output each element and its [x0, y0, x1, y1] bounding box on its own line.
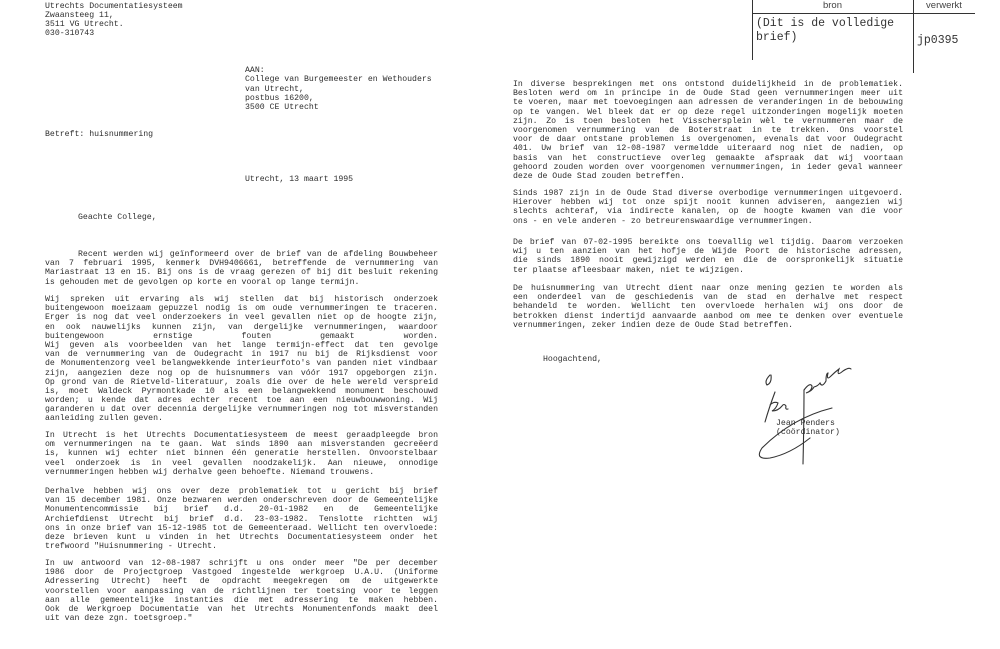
paragraph-line: ons - en vele anderen - zo betreurenswaardige vernummeringen.: [513, 216, 813, 226]
paragraph-line: ons in onze brief van 15-12-1985 tot de Gemeenteraad. Wellicht ten overvloede:: [45, 523, 438, 533]
paragraph-line: De huisnummering van Utrecht dient naar onze mening gezien te worden als: [513, 284, 903, 293]
paragraph-line: worden; u kende dat adres echter recent toe aan een nieuwbouwwoning. Wij: [45, 396, 438, 406]
paragraph-line: Erger is nog dat veel onderzoekers in veel gevallen niet op de hoogte zijn,: [45, 313, 438, 323]
paragraph-line: garanderen u dat over decennia dergelijke vernummeringen nog tot misverstanden: [45, 405, 438, 415]
processed-header: verwerkt: [926, 0, 962, 11]
paragraph-line: van de vernummering van de Oudegracht in 1917 nu bij de Rijksdienst voor: [45, 350, 438, 360]
recipient-line: postbus 16200,: [245, 93, 314, 103]
paragraph-line: 1986 door de Projectgroep Vastgoed ingestelde werkgroep U.A.U. (Uniforme: [45, 568, 438, 578]
paragraph-line: Derhalve hebben wij ons over deze problematiek tot u gericht bij brief: [45, 487, 438, 496]
paragraph-line: de Monumentenzorg veel belangwekkende interieurfoto's van panden niet vindbaar: [45, 359, 438, 369]
paragraph-line: wij u ten aanzien van het hofje de Wijde Poort de historische adressen,: [513, 247, 903, 257]
paragraph-line: een onderdeel van de geschiedenis van de stad en derhalve met respect: [513, 293, 903, 303]
body-paragraph: [513, 284, 903, 330]
source-note-line: (Dit is de volledige: [756, 17, 895, 30]
paragraph-line: Monumentencommissie bij brief d.d. 20-01-1982 en de Gemeentelijke: [45, 505, 438, 515]
paragraph-line: en ook nauwelijks kunnen zijn, van dergelijke vernummeringen, waardoor: [45, 322, 438, 332]
recipient-label: AAN:: [245, 66, 265, 75]
paragraph-line: zijn, aangezien deze nog op de huisnummers van vóór 1917 opgeborgen zijn.: [45, 368, 438, 378]
paragraph-line: op te vangen. Wel bleek dat er op deze regel uitzonderingen mogelijk moeten: [513, 107, 903, 117]
paragraph-line: zijn. Zo is toen besloten het Visschersplein wèl te vernummeren maar de: [513, 116, 903, 126]
paragraph-line: Wij geven als voorbeelden van het lange termijn-effect dat ten gevolge: [45, 340, 438, 350]
body-paragraph: [513, 80, 903, 181]
recipient-line: van Utrecht,: [245, 84, 304, 94]
signatory-role: (coördinator): [776, 428, 840, 438]
paragraph-line: voorstellen voor aanpassing van de richtlijnen ter toetsing voor te leggen: [45, 586, 438, 596]
paragraph-line: slechts achteraf, via indirecte kanalen, op de hoogte kwamen van die voor: [513, 207, 903, 217]
sender-line: Zwaansteeg 11,: [45, 10, 114, 20]
paragraph-line: van 7 februari 1995, kenmerk DVH9406661, betreffende de vernummering van: [45, 259, 438, 269]
sender-address: [45, 3, 183, 39]
paragraph-line: vernummeringen hebben wij derhalve geen behoefte. Niemand trouwens.: [45, 467, 375, 477]
sender-line: 3511 VG Utrecht.: [45, 19, 124, 29]
paragraph-line: De brief van 07-02-1995 bereikte ons toevallig wel tijdig. Daarom verzoeken: [513, 238, 903, 247]
paragraph-line: In diverse besprekingen met ons ontstond duidelijkheid in de problematiek.: [513, 80, 903, 89]
box-divider: [752, 13, 975, 14]
body-paragraph: [45, 559, 438, 623]
paragraph-line: Adressering Utrecht) heeft de opdracht meegekregen om de uitgewerkte: [45, 577, 438, 587]
subject-line: Betreft: huisnummering: [45, 130, 154, 139]
paragraph-line: 401. Uw brief van 12-08-1987 vermeldde uiteraard nog niet de nadien, op: [513, 144, 903, 154]
source-note: [756, 17, 894, 45]
paragraph-line: deze brieven kunt u vinden in het Utrechts Documentatiesysteem onder het: [45, 532, 438, 542]
body-paragraph: [45, 431, 438, 477]
source-note-line: brief): [756, 31, 798, 44]
paragraph-line: buitengewoon ernstige fouten gemaakt worden.: [45, 331, 438, 341]
paragraph-line: trefwoord "Huisnummering - Utrecht.: [45, 542, 217, 552]
paragraph-line: In Utrecht is het Utrechts Documentatiesysteem de meest geraadpleegde bron: [45, 431, 438, 440]
paragraph-line: basis van het constructieve overleg gemaakte afspraak dat wij voortaan: [513, 153, 903, 163]
paragraph-line: is, moet Waldeck Pyrmontkade 10 als een belangwekkend monument beschouwd: [45, 386, 438, 396]
recipient-line: 3500 CE Utrecht: [245, 103, 319, 113]
letter-date: Utrecht, 13 maart 1995: [245, 175, 354, 184]
paragraph-line: Mariastraat 13 en 15. Bij ons is de vraag gerezen of bij dit besluit rekening: [45, 268, 438, 278]
paragraph-line: van 15 december 1981. Onze bezwaren werden onderschreven door de Gemeentelijke: [45, 496, 438, 506]
paragraph-line: uit van deze zgn. toetsgroep.": [45, 614, 193, 624]
recipient-line: College van Burgemeester en Wethouders: [245, 75, 432, 85]
signatory-name: Jean Penders: [776, 419, 835, 428]
body-paragraph: [45, 250, 438, 287]
paragraph-line: te voeren, maar met toevoegingen aan adressen de veranderingen in de bebouwing: [513, 98, 903, 108]
paragraph-line: Ook de Werkgroep Documentatie van het Utrechts Monumentenfonds maakt deel: [45, 604, 438, 614]
paragraph-line: behandeld te worden. Wellicht ten overvloede herhalen wij ons door de: [513, 302, 903, 312]
paragraph-line: Sinds 1987 zijn in de Oude Stad diverse overbodige vernummeringen uitgevoerd.: [513, 189, 903, 198]
processed-code: jp0395: [917, 34, 959, 47]
paragraph-line: deze de Oude Stad zouden betreffen.: [513, 171, 685, 181]
paragraph-line: veel onderzoek is in veel gevallen noodzakelijk. Aan nieuwe, onnodige: [45, 458, 438, 468]
sender-line: Utrechts Documentatiesysteem: [45, 2, 183, 11]
body-paragraph: [45, 295, 438, 424]
paragraph-line: die sinds 1890 nooit gewijzigd werden en die de oorspronkelijk situatie: [513, 256, 903, 266]
paragraph-line: Recent werden wij geïnformeerd over de brief van de afdeling Bouwbeheer: [78, 250, 438, 259]
paragraph-line: aanleiding zullen geven.: [45, 414, 163, 424]
paragraph-line: is, kunnen wij echter niet binnen één generatie herstellen. Onvoorstelbaar: [45, 449, 438, 459]
paragraph-line: gehoord zouden worden over voorgenomen vernummeringen, in ieder geval wanneer: [513, 162, 903, 172]
paragraph-line: Wij spreken uit ervaring als wij stellen dat bij historisch onderzoek: [45, 295, 438, 304]
closing: Hoogachtend,: [543, 355, 602, 364]
paragraph-line: betrokken dienst indertijd aanvaarde aanbod om mee te denken over eventuele: [513, 311, 903, 321]
paragraph-line: om vernummeringen na te gaan. Wat sinds 1890 aan misverstanden gecreëerd: [45, 440, 438, 450]
paragraph-line: Op grond van de Rietveld-literatuur, zoals die over de hele wereld verspreid: [45, 377, 438, 387]
paragraph-line: ter plaatse afleesbaar maken, niet te wijzigen.: [513, 265, 744, 275]
paragraph-line: voorgenomen vernummering van de Boterstraat in te trekken. Ons voorstel: [513, 125, 903, 135]
paragraph-line: Archiefdienst Utrecht bij brief d.d. 23-03-1982. Tenslotte richtten wij: [45, 514, 438, 524]
paragraph-line: Hierover hebben wij tot onze spijt nooit kunnen adviseren, aangezien wij: [513, 198, 903, 208]
sender-line: 030-310743: [45, 28, 95, 38]
paragraph-line: vernummeringen, zeker indien deze de Oude Stad betreffen.: [513, 320, 794, 330]
body-paragraph: [45, 487, 438, 551]
paragraph-line: In uw antwoord van 12-08-1987 schrijft u ons onder meer "De per december: [45, 559, 438, 568]
paragraph-line: aan alle gemeentelijke instanties die met adressering te maken hebben.: [45, 595, 438, 605]
paragraph-line: is gehouden met de gevolgen op korte en vooral op lange termijn.: [45, 277, 360, 287]
recipient-address: [245, 66, 432, 112]
paragraph-line: Besloten werd om in principe in de Oude Stad geen vernummeringen meer uit: [513, 89, 903, 99]
body-paragraph: [513, 189, 903, 226]
handwritten-signature: [740, 360, 890, 465]
paragraph-line: voor de daar ontstane problemen is overgenomen, evenals dat voor Oudegracht: [513, 135, 903, 145]
salutation: Geachte College,: [78, 213, 157, 222]
paragraph-line: buitengewoon moeizaam gepuzzel nodig is om oude vernummeringen te traceren.: [45, 304, 438, 314]
signatory-block: [776, 419, 840, 438]
body-paragraph: [513, 238, 903, 275]
source-header: bron: [822, 0, 842, 11]
